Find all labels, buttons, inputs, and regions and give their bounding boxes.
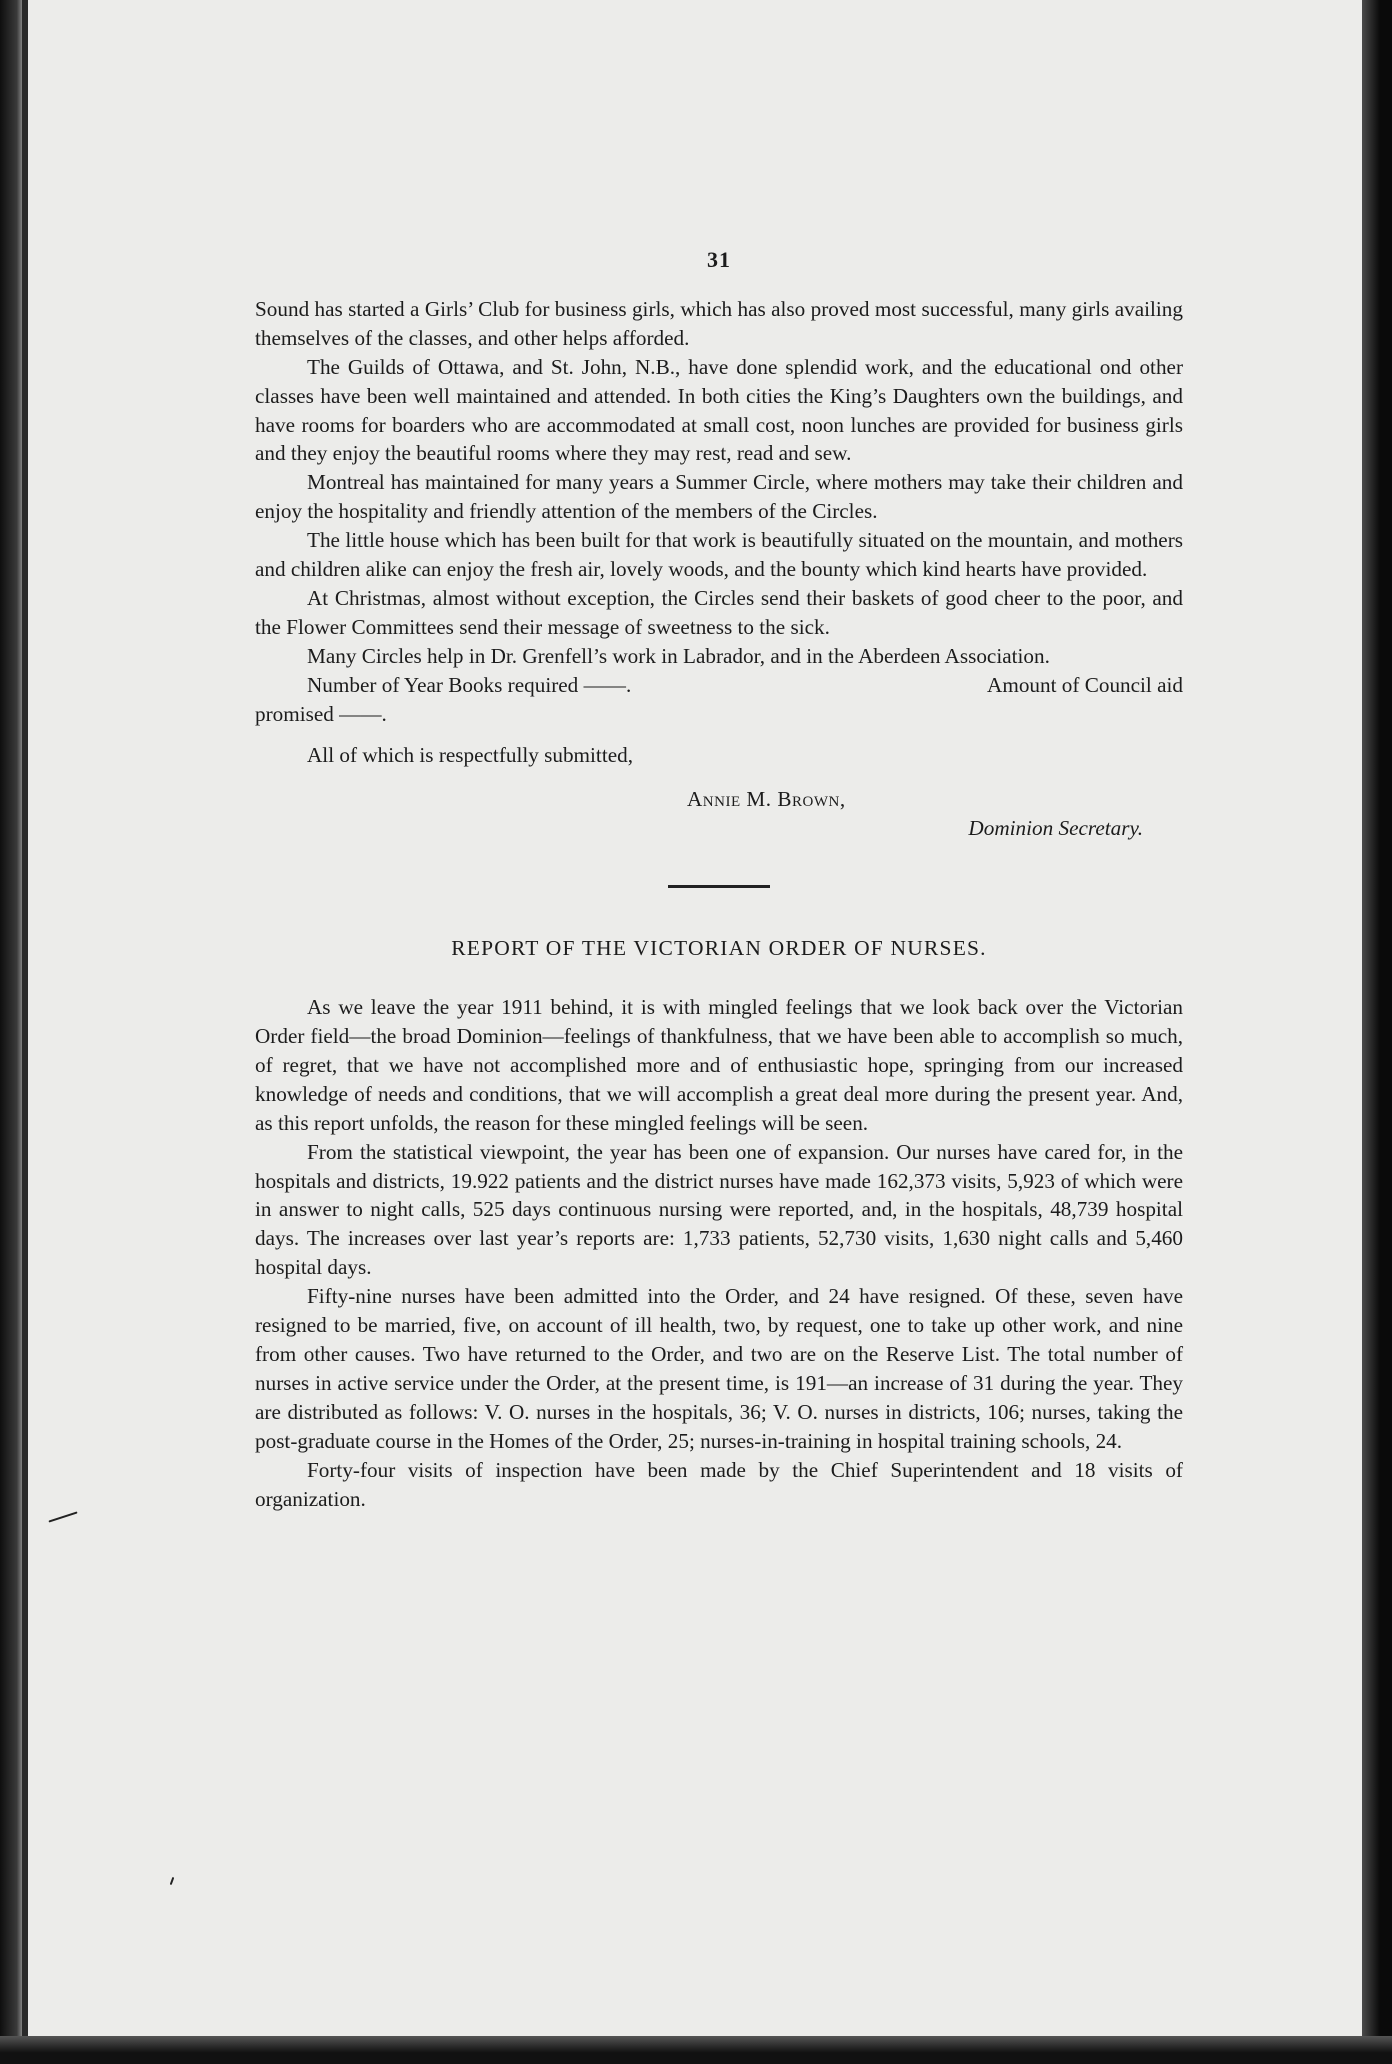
year-books-line: Number of Year Books required ——. (307, 672, 632, 697)
closing-line: All of which is respectfully submitted, (307, 742, 633, 767)
signature-block (255, 785, 1183, 843)
year-books-row (255, 671, 1183, 700)
promised-line: promised ——. (255, 701, 387, 726)
paragraph: The little house which has been built for that work is beautifully situated on the mountain, and mothers and children alike can enjoy the fresh air, lovely woods, and the bounty which kind hearts have provided. (255, 528, 1183, 582)
report-paragraph: Fifty-nine nurses have been admitted into the Order, and 24 have resigned. Of these, seven have resigned to be married, five, on account of ill health, two, by request, one to take up other work, and nine from other causes. Two have returned to the Order, and two are on the Reserve List. The total number of nurses in active service under the Order, at the present time, is 191—an increase of 31 during the year. They are distributed as follows: V. O. nurses in the hospitals, 36; V. O. nurses in districts, 106; nurses, taking the post-graduate course in the Homes of the Order, 25; nurses-in-training in hospital training schools, 24. (255, 1284, 1183, 1453)
paragraph: The Guilds of Ottawa, and St. John, N.B., have done splendid work, and the educational ond other classes have been well maintained and attended. In both cities the King’s Daughters own the buildings, and have rooms for boarders who are accommodated at small cost, noon lunches are provided for business girls and they enjoy the beautiful rooms where they may rest, read and sew. (255, 354, 1183, 466)
report-paragraph: As we leave the year 1911 behind, it is with mingled feelings that we look back over the Victorian Order field—the broad Dominion—feelings of thankfulness, that we have been able to accomplish so much, of regret, that we have not accomplished more and of enthusiastic hope, springing from our increased knowledge of needs and conditions, that we will accomplish a great deal more during the present year. And, as this report unfolds, the reason for these mingled feelings will be seen. (255, 995, 1183, 1135)
page-right-edge (1362, 0, 1392, 2064)
paragraph: Sound has started a Girls’ Club for business girls, which has also proved most successful, many girls availing themselves of the classes, and other helps afforded. (255, 296, 1183, 350)
page-content (255, 246, 1183, 1513)
signature-name: Annie M. Brown, (687, 787, 846, 812)
margin-mark (170, 1877, 175, 1885)
paragraph: At Christmas, almost without exception, the Circles send their baskets of good cheer to the poor, and the Flower Committees send their message of sweetness to the sick. (255, 585, 1183, 639)
report-paragraph: From the statistical viewpoint, the year has been one of expansion. Our nurses have cared for, in the hospitals and districts, 19.922 patients and the district nurses have made 162,373 visits, 5,923 of which were in answer to night calls, 525 days continuous nursing were reported, and, in the hospitals, 48,739 hospital days. The increases over last year’s reports are: 1,733 patients, 52,730 visits, 1,630 night calls and 5,460 hospital days. (255, 1139, 1183, 1280)
page-bottom-edge (0, 2036, 1392, 2064)
paragraph: Montreal has maintained for many years a Summer Circle, where mothers may take their children and enjoy the hospitality and friendly attention of the members of the Circles. (255, 470, 1183, 524)
page-number: 31 (707, 247, 731, 272)
signature-title: Dominion Secretary. (968, 816, 1143, 841)
report-title: REPORT OF THE VICTORIAN ORDER OF NURSES. (451, 936, 987, 961)
paragraph: Many Circles help in Dr. Grenfell’s work in Labrador, and in the Aberdeen Association. (307, 643, 1050, 668)
section-divider (668, 885, 770, 888)
margin-mark (48, 1511, 77, 1522)
council-aid-line: Amount of Council aid (987, 672, 1183, 697)
report-paragraph: Forty-four visits of inspection have been made by the Chief Superintendent and 18 visits of organization. (255, 1457, 1183, 1511)
